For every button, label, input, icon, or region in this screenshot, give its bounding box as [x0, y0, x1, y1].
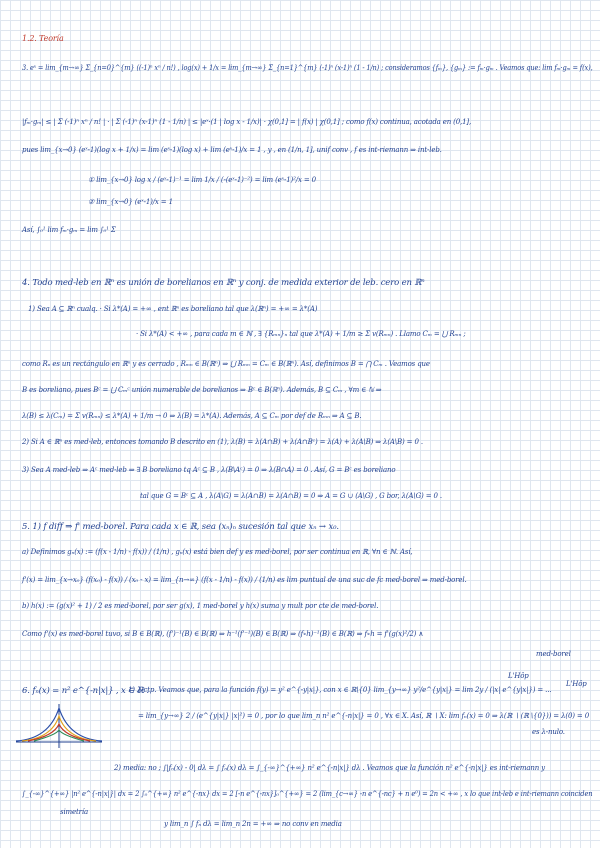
medibles-line-1: 1) Sea A ⊆ ℝⁿ cualq. · Si λ*(A) = +∞ , ent ℝⁿ es boreliano tal que λ(ℝⁿ) = +∞ = λ*(A)	[28, 305, 318, 313]
fn-sketch-graph	[14, 702, 104, 750]
teoria-line-4: ① lim_{x→0} log x / (eˣ-1)⁻¹ = lim 1/x / (-(eˣ-1)⁻²) = lim (eˣ-1)²/x = 0	[88, 176, 316, 184]
derivada-line-3: b) h(x) := (g(x)² + 1) / 2 es med-borel, por ser g(x), 1 med-borel y h(x) suma y mult por cte de med-borel.	[22, 602, 379, 610]
sucesion-line-5: ∫_{-∞}^{+∞} |n² e^{-n|x|}| dx = 2 ∫₀^{+∞} n² e^{-nx} dx = 2 [-n e^{-nx}]₀^{+∞} = 2 (lim_{c→∞} -n e^{-nc} + n e⁰) = 2n < +∞ , x lo que int-leb e int-riemann coinciden	[22, 790, 593, 798]
derivada-line-2: f'(x) = lim_{x→x₀} (f(x₀) - f(x)) / (x₀ - x) = lim_{n→∞} (f(x - 1/n) - f(x)) / (1/n) es lim puntual de una suc de fc med-borel ⇒ med-borel.	[22, 576, 467, 584]
sucesion-line-3: es λ-nulo.	[532, 728, 565, 736]
teoria-line-6: Así, ∫₀¹ lim fₘ·gₘ = lim ∫₀¹ Σ	[22, 226, 116, 234]
teoria-line-2: |fₘ·gₘ| ≤ | Σ (-1)ⁿ xⁿ / n! | · | Σ (-1)ⁿ (x-1)ⁿ (1 - 1/n) | ≤ |eˣ·(1 | log x - 1/x)| · χ(0,1] = | f(x) | χ(0,1] ; como f(x) continua, acotada en (0,1],	[22, 118, 472, 126]
medibles-line-8: tal que G = Bᶜ ⊆ A , λ(A\G) = λ(A∩B) = λ(A∩B) = 0 ⇒ A = G ∪ (A\G) , G bor, λ(A\G) = 0 .	[140, 492, 442, 500]
sucesion-line-4: 2) media: no ; ∫|fₙ(x) - 0| dλ = ∫ fₙ(x) dλ = ∫_{-∞}^{+∞} n² e^{-n|x|} dλ . Veamos que la función n² e^{-n|x|} es int-riemann y	[114, 764, 545, 772]
teoria-line-5: ② lim_{x→0} (eˣ-1)/x = 1	[88, 198, 173, 206]
medibles-line-6: 2) Si A ∈ ℝⁿ es med-leb, entonces tomando B descrito en (1), λ(B) = λ(A∩B) + λ(A∩Bᶜ) = λ(A) + λ(A\B) ⇒ λ(A\B) = 0 .	[22, 438, 423, 446]
section-heading-derivada: 5. 1) f diff ⇒ f' med-borel. Para cada x ∈ ℝ, sea (xₙ)ₙ sucesión tal que xₙ → x₀.	[22, 522, 339, 532]
lhopital-note-1: L'Hôp	[508, 672, 529, 680]
medibles-line-4: B es boreliano, pues Bᶜ = ⋃ Cₘᶜ unión numerable de borelianos ⇒ Bᶜ ∈ B(ℝⁿ). Además, B ⊆ Cₘ , ∀m ∈ ℕ ⇒	[22, 386, 382, 394]
medibles-line-7: 3) Sea A med-leb ⇒ Aᶜ med-leb ⇒ ∃ B boreliano tq Aᶜ ⊆ B , λ(B\Aᶜ) = 0 ⇒ λ(B∩A) = 0 . Así, G = Bᶜ es boreliano	[22, 466, 396, 474]
section-heading-medibles: 4. Todo med-leb en ℝⁿ es unión de borelianos en ℝⁿ y conj. de medida exterior de leb. cero en ℝⁿ	[22, 278, 425, 288]
symmetry-note: simetría	[60, 808, 88, 816]
medibles-line-5: λ(B) ≤ λ(Cₘ) = Σ v(Rₘₙ) ≤ λ*(A) + 1/m → 0 ⇒ λ(B) = λ*(A). Además, A ⊆ Cₘ por def de Rₘₙ ⇒ A ⊆ B.	[22, 412, 362, 420]
section-heading-sucesion: 6. fₙ(x) = n² e^{-n|x|} , x ∈ ℝ .	[22, 686, 149, 696]
teoria-line-1: 3. eˣ = lim_{m→∞} Σ_{n=0}^{m} ((-1)ⁿ xⁿ / n!) , log(x) + 1/x = lim_{m→∞} Σ_{n=1}^{m} (-1)ⁿ (x-1)ⁿ (1 - 1/n) ; consideramos {fₘ}, {gₘ} := fₘ·gₘ . Veamos que: lim fₘ·gₘ = f(x),	[22, 64, 593, 72]
sucesion-line-1: 1) λ-ctp. Veamos que, para la función f(y) = y² e^{-y|x|}, con x ∈ ℝ\{0} lim_{y→∞} y²/e^{y|x|} = lim 2y / (|x| e^{y|x|}) = ...	[128, 686, 552, 694]
lhopital-note-2: L'Hôp	[566, 680, 587, 688]
sucesion-line-6: y lim_n ∫ fₙ dλ = lim_n 2n = +∞ ⇒ no conv en media	[164, 820, 342, 828]
derivada-line-1: a) Definimos gₙ(x) := (f(x - 1/n) - f(x)) / (1/n) , gₙ(x) está bien def y es med-borel, por ser continua en ℝ, ∀n ∈ ℕ. Así,	[22, 548, 413, 556]
derivada-line-5: med-borel	[536, 650, 571, 658]
section-heading-teoria: 1.2. Teoría	[22, 34, 64, 43]
teoria-line-3: pues lim_{x→0} (eˣ-1)(log x + 1/x) = lim (eˣ-1)(log x) + lim (eˣ-1)/x = 1 , y , en (1/n, 1], unif conv , f es int-riemann ⇒ int-leb.	[22, 146, 442, 154]
medibles-line-2: · Si λ*(A) < +∞ , para cada m ∈ ℕ , ∃ {Rₘₙ}ₙ tal que λ*(A) + 1/m ≥ Σ v(Rₘₙ) . Llamo Cₘ = ⋃ Rₘₙ ;	[136, 330, 466, 338]
sucesion-line-2: = lim_{y→∞} 2 / (e^{y|x|} |x|²) = 0 , por lo que lim_n n² e^{-n|x|} = 0 , ∀x ∈ X. Así, ℝ ∖ X: lim fₙ(x) = 0 ⇒ λ(ℝ ∖ (ℝ∖{0})) = λ(0) = 0	[138, 712, 590, 720]
derivada-line-4: Como f'(x) es med-borel tuvo, si B ∈ B(ℝ), (f')⁻¹(B) ∈ B(ℝ) ⇒ h⁻¹(f'⁻¹)(B) ∈ B(ℝ) ⇒ (f∘h)⁻¹(B) ∈ B(ℝ) ⇒ f∘h = f'(g(x)²/2) ∧	[22, 630, 424, 638]
medibles-line-3: como Rₙ es un rectángulo en ℝⁿ y es cerrado , Rₘₙ ∈ B(ℝⁿ) ⇒ ⋃ Rₘₙ = Cₘ ∈ B(ℝⁿ). Así, definimos B = ⋂ Cₘ . Veamos que	[22, 360, 430, 368]
